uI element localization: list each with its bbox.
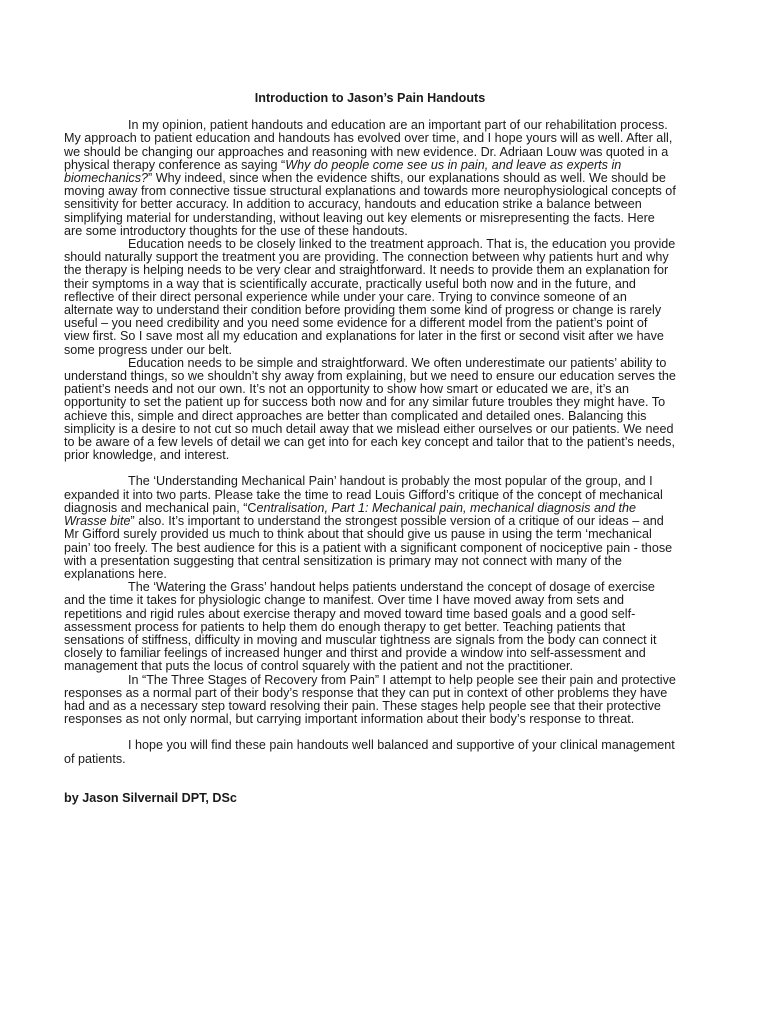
paragraph-watering-grass: The ‘Watering the Grass’ handout helps patients understand the concept of dosage of exercise and the time it takes for physiologic change to manifest. Over time I have moved away from sets and repetitions and rigid rules about exercise therapy and moved toward time based goals and a good self-assessment process for patients to help them do enough therapy to get better. Teaching patients that sensations of stiffness, difficulty in moving and muscular tightness are signals from the body can connect it closely to familiar feelings of increased hunger and thirst and provide a window into self-assessment and management that puts the locus of control squarely with the patient and not the practitioner. [64,580,657,674]
paragraph-intro-text-1: In my opinion, patient handouts and education are an important part of our rehabilitation process. My approach to patient education and handouts has evolved over time, and I hope yours will as well. After all, we should be changing our approaches and reasoning with new evidence. Dr. Adriaan Louw was quoted in a physical therapy conference as saying “ [64,118,673,172]
paragraph-treatment-link: Education needs to be closely linked to the treatment approach. That is, the education you provide should naturally support the treatment you are providing. The connection between why patients hurt and why the therapy is helping needs to be very clear and straightforward. It needs to provide them an explanation for their symptoms in a way that is scientifically accurate, practically useful both now and in the future, and reflective of their direct personal experience while under your care. Trying to convince someone of an alternate way to understand their condition before providing them some kind of progress or change is rarely useful – you need credibility and you need some evidence for a different model from the patient’s point of view first. So I save most all my education and explanations for later in the first or second visit after we have some progress under our belt. [64,237,676,357]
paragraph-intro [64,119,676,238]
paragraph-mechanical-pain-text-1: The ‘Understanding Mechanical Pain’ handout is probably the most popular of the group, and I expanded it into two parts. Please take the time to read Louis Gifford’s critique of the concept of mechanical diagnosis and mechanical pain, “C [64,474,663,515]
louw-quote: Why do people come see us in pain, and leave as experts in biomechanics? [64,157,622,186]
paragraph-mechanical-pain-text-2: ” also. It’s important to understand the strongest possible version of a critique of our ideas – and Mr Gifford surely provided us much to think about that should give us pause in using the term ‘mechanical pain’ too freely. The best audience for this is a patient with a significant component of nociceptive pain - those with a presentation suggesting that central sensitization is primary may not connect with many of the explanations here. [64,514,673,581]
document-page [64,92,676,805]
paragraph-mechanical-pain [64,475,676,581]
paragraph-three-stages: In “The Three Stages of Recovery from Pain” I attempt to help people see their pain and protective responses as a normal part of their body’s response that they can put in context of other problems they have had and as a necessary step toward resolving their pain. These stages help people see that their protective responses as not only normal, but carrying important information about their body’s response to threat. [64,672,676,727]
paragraph-intro-text-2: ” Why indeed, since when the evidence shifts, our explanations should as well. We should be moving away from connective tissue structural explanations and towards more neurophysiological concepts of sensitivity for better accuracy. In addition to accuracy, handouts and education strike a balance between simplifying material for understanding, without leaving out key elements or misrepresenting the facts. Here are some introductory thoughts for the use of these handouts. [64,171,676,238]
gifford-title: entralisation, Part 1: Mechanical pain, mechanical diagnosis and the Wrasse bite [64,500,636,529]
document-title: Introduction to Jason’s Pain Handouts [254,91,486,105]
paragraph-simplicity: Education needs to be simple and straightforward. We often underestimate our patients’ ability to understand things, so we shouldn’t shy away from explaining, but we need to ensure our education serves the patient’s needs and not our own. It’s not an opportunity to show how smart or educated we are, it’s an opportunity to set the patient up for success both now and for any similar future troubles they might have. To achieve this, simple and direct approaches are better than complicated and detailed ones. Balancing this simplicity is a desire to not cut so much detail away that we mislead either ourselves or our patients. We need to be aware of a few levels of detail we can get into for each key concept and tailor that to the patient’s needs, prior knowledge, and interest. [64,355,676,463]
paragraph-closing: I hope you will find these pain handouts well balanced and supportive of your clinical management of patients. [64,738,675,766]
byline-spacer [64,766,676,792]
author-byline: by Jason Silvernail DPT, DSc [64,790,237,805]
